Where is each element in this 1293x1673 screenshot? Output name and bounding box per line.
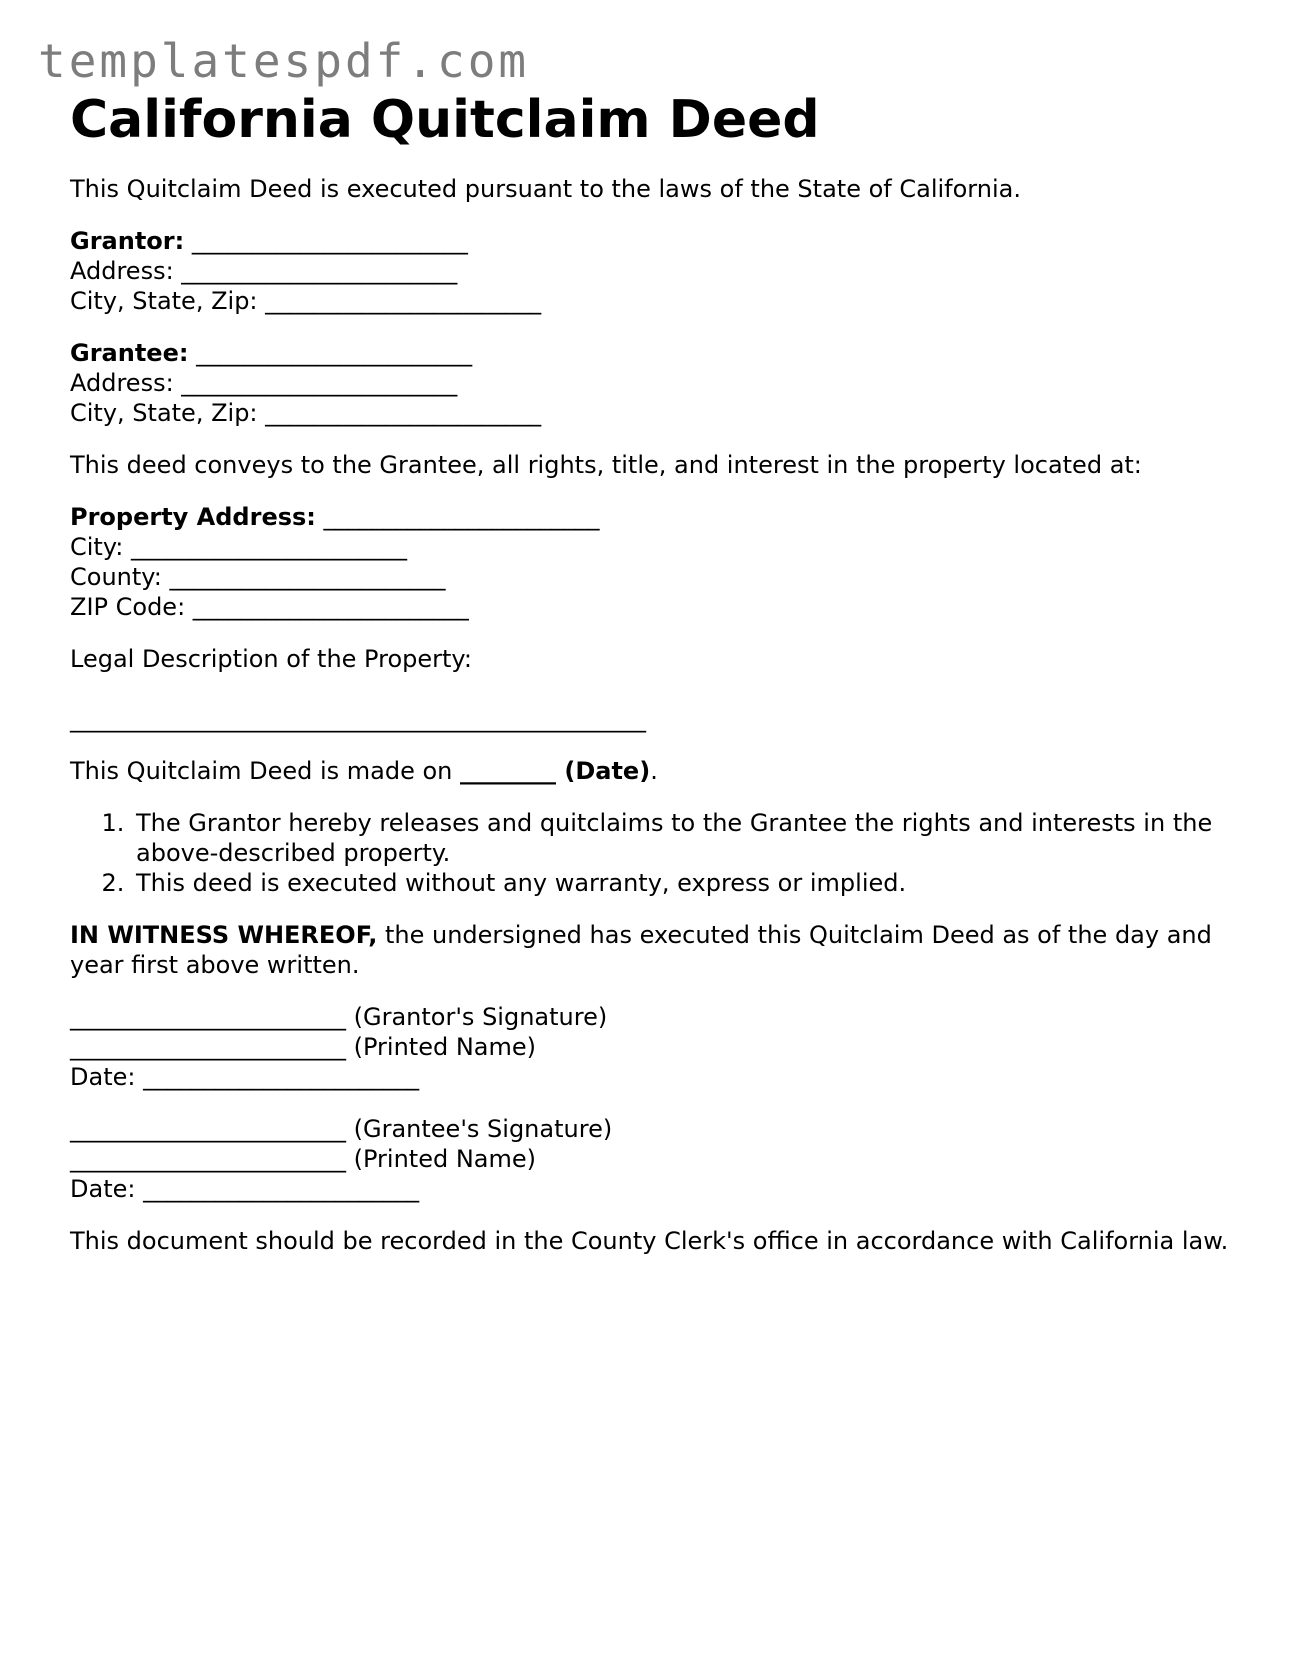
grantor-address-field[interactable]: Address: _______________________ (70, 257, 458, 285)
property-county-field[interactable]: County: _______________________ (70, 563, 446, 591)
term-item: 1. The Grantor hereby releases and quitclaims to the Grantee the rights and interests in the above-described property. (132, 808, 1230, 868)
grantee-city-field[interactable]: City, State, Zip: _______________________ (70, 399, 542, 427)
witness-body: the undersigned has executed this Quitclaim Deed as of the day and year first above written. (70, 921, 1212, 979)
grantee-signature-field[interactable]: _______________________ (Grantee's Signature) (70, 1115, 613, 1143)
grantor-signature-block (70, 1002, 1230, 1092)
witness-heading: IN WITNESS WHEREOF, (70, 921, 378, 949)
conveys-text: This deed conveys to the Grantee, all rights, title, and interest in the property located at: (70, 451, 1142, 479)
made-on-period: . (650, 757, 658, 785)
property-zip-field[interactable]: ZIP Code: _______________________ (70, 593, 469, 621)
grantee-section (70, 338, 1230, 428)
term-item: 2. This deed is executed without any warranty, express or implied. (132, 868, 1230, 898)
grantor-date-field[interactable]: Date: _______________________ (70, 1063, 420, 1091)
deed-document (70, 90, 1230, 1256)
grantee-printed-name-field[interactable]: _______________________ (Printed Name) (70, 1145, 536, 1173)
witness-text (70, 920, 1230, 980)
watermark: templatespdf.com (38, 34, 530, 88)
grantor-name-field[interactable]: _______________________ (184, 227, 468, 255)
grantee-signature-block (70, 1114, 1230, 1204)
made-on-sentence (70, 756, 1230, 786)
grantor-label: Grantor: (70, 227, 185, 255)
legal-description-label: Legal Description of the Property: (70, 645, 472, 673)
grantee-date-field[interactable]: Date: _______________________ (70, 1175, 420, 1203)
grantor-printed-name-field[interactable]: _______________________ (Printed Name) (70, 1033, 536, 1061)
grantor-city-field[interactable]: City, State, Zip: _______________________ (70, 287, 542, 315)
terms-list (70, 808, 1230, 898)
legal-description-field[interactable]: ________________________________________________ (70, 705, 646, 733)
made-on-text: This Quitclaim Deed is made on (70, 757, 461, 785)
intro-text: This Quitclaim Deed is executed pursuant to the laws of the State of California. (70, 175, 1021, 203)
grantor-signature-field[interactable]: _______________________ (Grantor's Signature) (70, 1003, 608, 1031)
property-address-label: Property Address: (70, 503, 316, 531)
grantee-name-field[interactable]: _______________________ (188, 339, 473, 367)
property-section (70, 502, 1230, 622)
grantee-label: Grantee: (70, 339, 189, 367)
property-city-field[interactable]: City: _______________________ (70, 533, 408, 561)
property-address-field[interactable]: _______________________ (315, 503, 600, 531)
page-title: California Quitclaim Deed (70, 90, 820, 150)
grantor-section (70, 226, 1230, 316)
footer-note: This document should be recorded in the County Clerk's office in accordance with California law. (70, 1227, 1229, 1255)
grantee-address-field[interactable]: Address: _______________________ (70, 369, 458, 397)
date-label: (Date) (556, 757, 651, 785)
date-field[interactable]: ________ (460, 757, 557, 785)
